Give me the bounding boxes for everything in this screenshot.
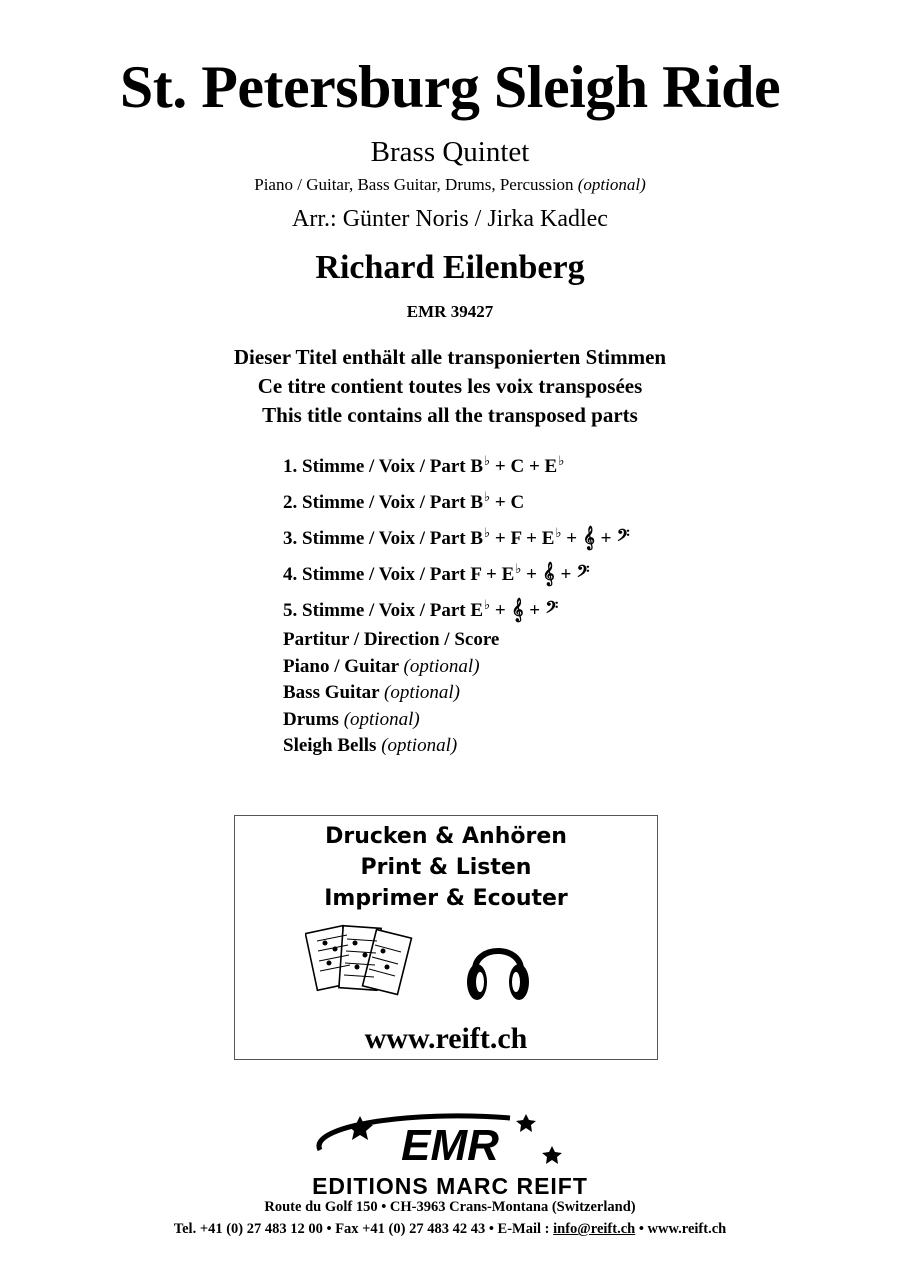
instrumentation bbox=[0, 174, 900, 196]
treble-clef-icon: 𝄞 bbox=[511, 599, 524, 621]
part-label: + C + E bbox=[490, 456, 558, 477]
note-german: Dieser Titel enthält alle transponierten Stimmen bbox=[233, 345, 667, 369]
instrumentation-optional: (optional) bbox=[577, 175, 646, 194]
part-item bbox=[283, 590, 630, 626]
part-label: 1. Stimme / Voix / Part B bbox=[283, 456, 484, 477]
arranger: Arr.: Günter Noris / Jirka Kadlec bbox=[292, 206, 608, 232]
part-label: 5. Stimme / Voix / Part E bbox=[283, 600, 484, 621]
logo-mark-text: EMR bbox=[401, 1121, 499, 1170]
optional-note: (optional) bbox=[403, 655, 480, 677]
extra-label: Piano / Guitar bbox=[283, 655, 399, 677]
part-label: 3. Stimme / Voix / Part B bbox=[283, 528, 484, 549]
part-label: + bbox=[490, 600, 511, 621]
contact-phone-fax: Tel. +41 (0) 27 483 12 00 • Fax +41 (0) 27 483 42 43 • E-Mail : bbox=[173, 1221, 554, 1237]
part-label: 2. Stimme / Voix / Part B bbox=[283, 492, 484, 513]
publisher-name: EDITIONS MARC REIFT bbox=[312, 1173, 588, 1198]
catalog-number: EMR 39427 bbox=[406, 302, 494, 321]
composer: Richard Eilenberg bbox=[315, 249, 585, 286]
part-item bbox=[283, 518, 630, 554]
extras-list bbox=[283, 627, 499, 760]
contact-website: • www.reift.ch bbox=[635, 1221, 727, 1237]
flat-icon: ♭ bbox=[484, 597, 491, 612]
extra-item bbox=[283, 733, 499, 760]
headphones-icon bbox=[463, 926, 533, 1006]
publisher-wordmark bbox=[300, 1172, 600, 1198]
parts-list bbox=[283, 446, 630, 626]
flat-icon: ♭ bbox=[555, 525, 562, 540]
plus-sign: + bbox=[524, 600, 545, 621]
extra-item bbox=[283, 654, 499, 681]
print-listen-box bbox=[234, 815, 658, 1060]
subtitle: Brass Quintet bbox=[370, 136, 530, 168]
flat-icon: ♭ bbox=[484, 453, 491, 468]
part-label: + F + E bbox=[490, 528, 555, 549]
emr-logo bbox=[300, 1106, 600, 1170]
plus-sign: + bbox=[595, 528, 617, 549]
publisher-address: Route du Golf 150 • CH-3963 Crans-Montana (Switzerland) bbox=[264, 1199, 636, 1215]
website-link[interactable]: www.reift.ch bbox=[364, 1022, 528, 1055]
page-title: St. Petersburg Sleigh Ride bbox=[119, 54, 781, 120]
extra-label: Partitur / Direction / Score bbox=[283, 629, 500, 650]
part-item bbox=[283, 446, 630, 482]
part-label: 4. Stimme / Voix / Part F + E bbox=[283, 564, 515, 585]
treble-clef-icon: 𝄞 bbox=[582, 527, 595, 549]
part-label: + bbox=[561, 528, 582, 549]
flat-icon: ♭ bbox=[515, 561, 522, 576]
note-french: Ce titre contient toutes les voix transposées bbox=[257, 374, 643, 398]
promo-line-fr: Imprimer & Ecouter bbox=[324, 886, 568, 911]
extra-item bbox=[283, 627, 499, 654]
optional-note: (optional) bbox=[343, 708, 420, 730]
part-item bbox=[283, 482, 630, 518]
part-label: + bbox=[521, 564, 542, 585]
promo-line-en: Print & Listen bbox=[360, 855, 532, 880]
plus-sign: + bbox=[555, 564, 577, 585]
treble-clef-icon: 𝄞 bbox=[542, 563, 555, 585]
flat-icon: ♭ bbox=[558, 453, 565, 468]
sheet-music-icon bbox=[305, 921, 415, 1003]
part-item bbox=[283, 554, 630, 590]
note-english: This title contains all the transposed parts bbox=[262, 403, 638, 427]
extra-label: Drums bbox=[283, 708, 339, 730]
extra-item bbox=[283, 680, 499, 707]
flat-icon: ♭ bbox=[484, 525, 491, 540]
flat-icon: ♭ bbox=[484, 489, 491, 504]
bass-clef-icon: 𝄢 bbox=[576, 563, 590, 585]
optional-note: (optional) bbox=[384, 682, 461, 703]
part-label: + C bbox=[490, 492, 525, 513]
optional-note: (optional) bbox=[381, 735, 458, 756]
publisher-contact bbox=[0, 1220, 900, 1238]
bass-clef-icon: 𝄢 bbox=[616, 527, 630, 549]
promo-line-de: Drucken & Anhören bbox=[325, 824, 567, 849]
instrumentation-list: Piano / Guitar, Bass Guitar, Drums, Percussion bbox=[254, 175, 574, 194]
extra-label: Sleigh Bells bbox=[283, 735, 377, 756]
extra-label: Bass Guitar bbox=[283, 682, 380, 703]
bass-clef-icon: 𝄢 bbox=[545, 599, 559, 621]
extra-item bbox=[283, 707, 499, 734]
email-link[interactable]: info@reift.ch bbox=[553, 1221, 636, 1237]
